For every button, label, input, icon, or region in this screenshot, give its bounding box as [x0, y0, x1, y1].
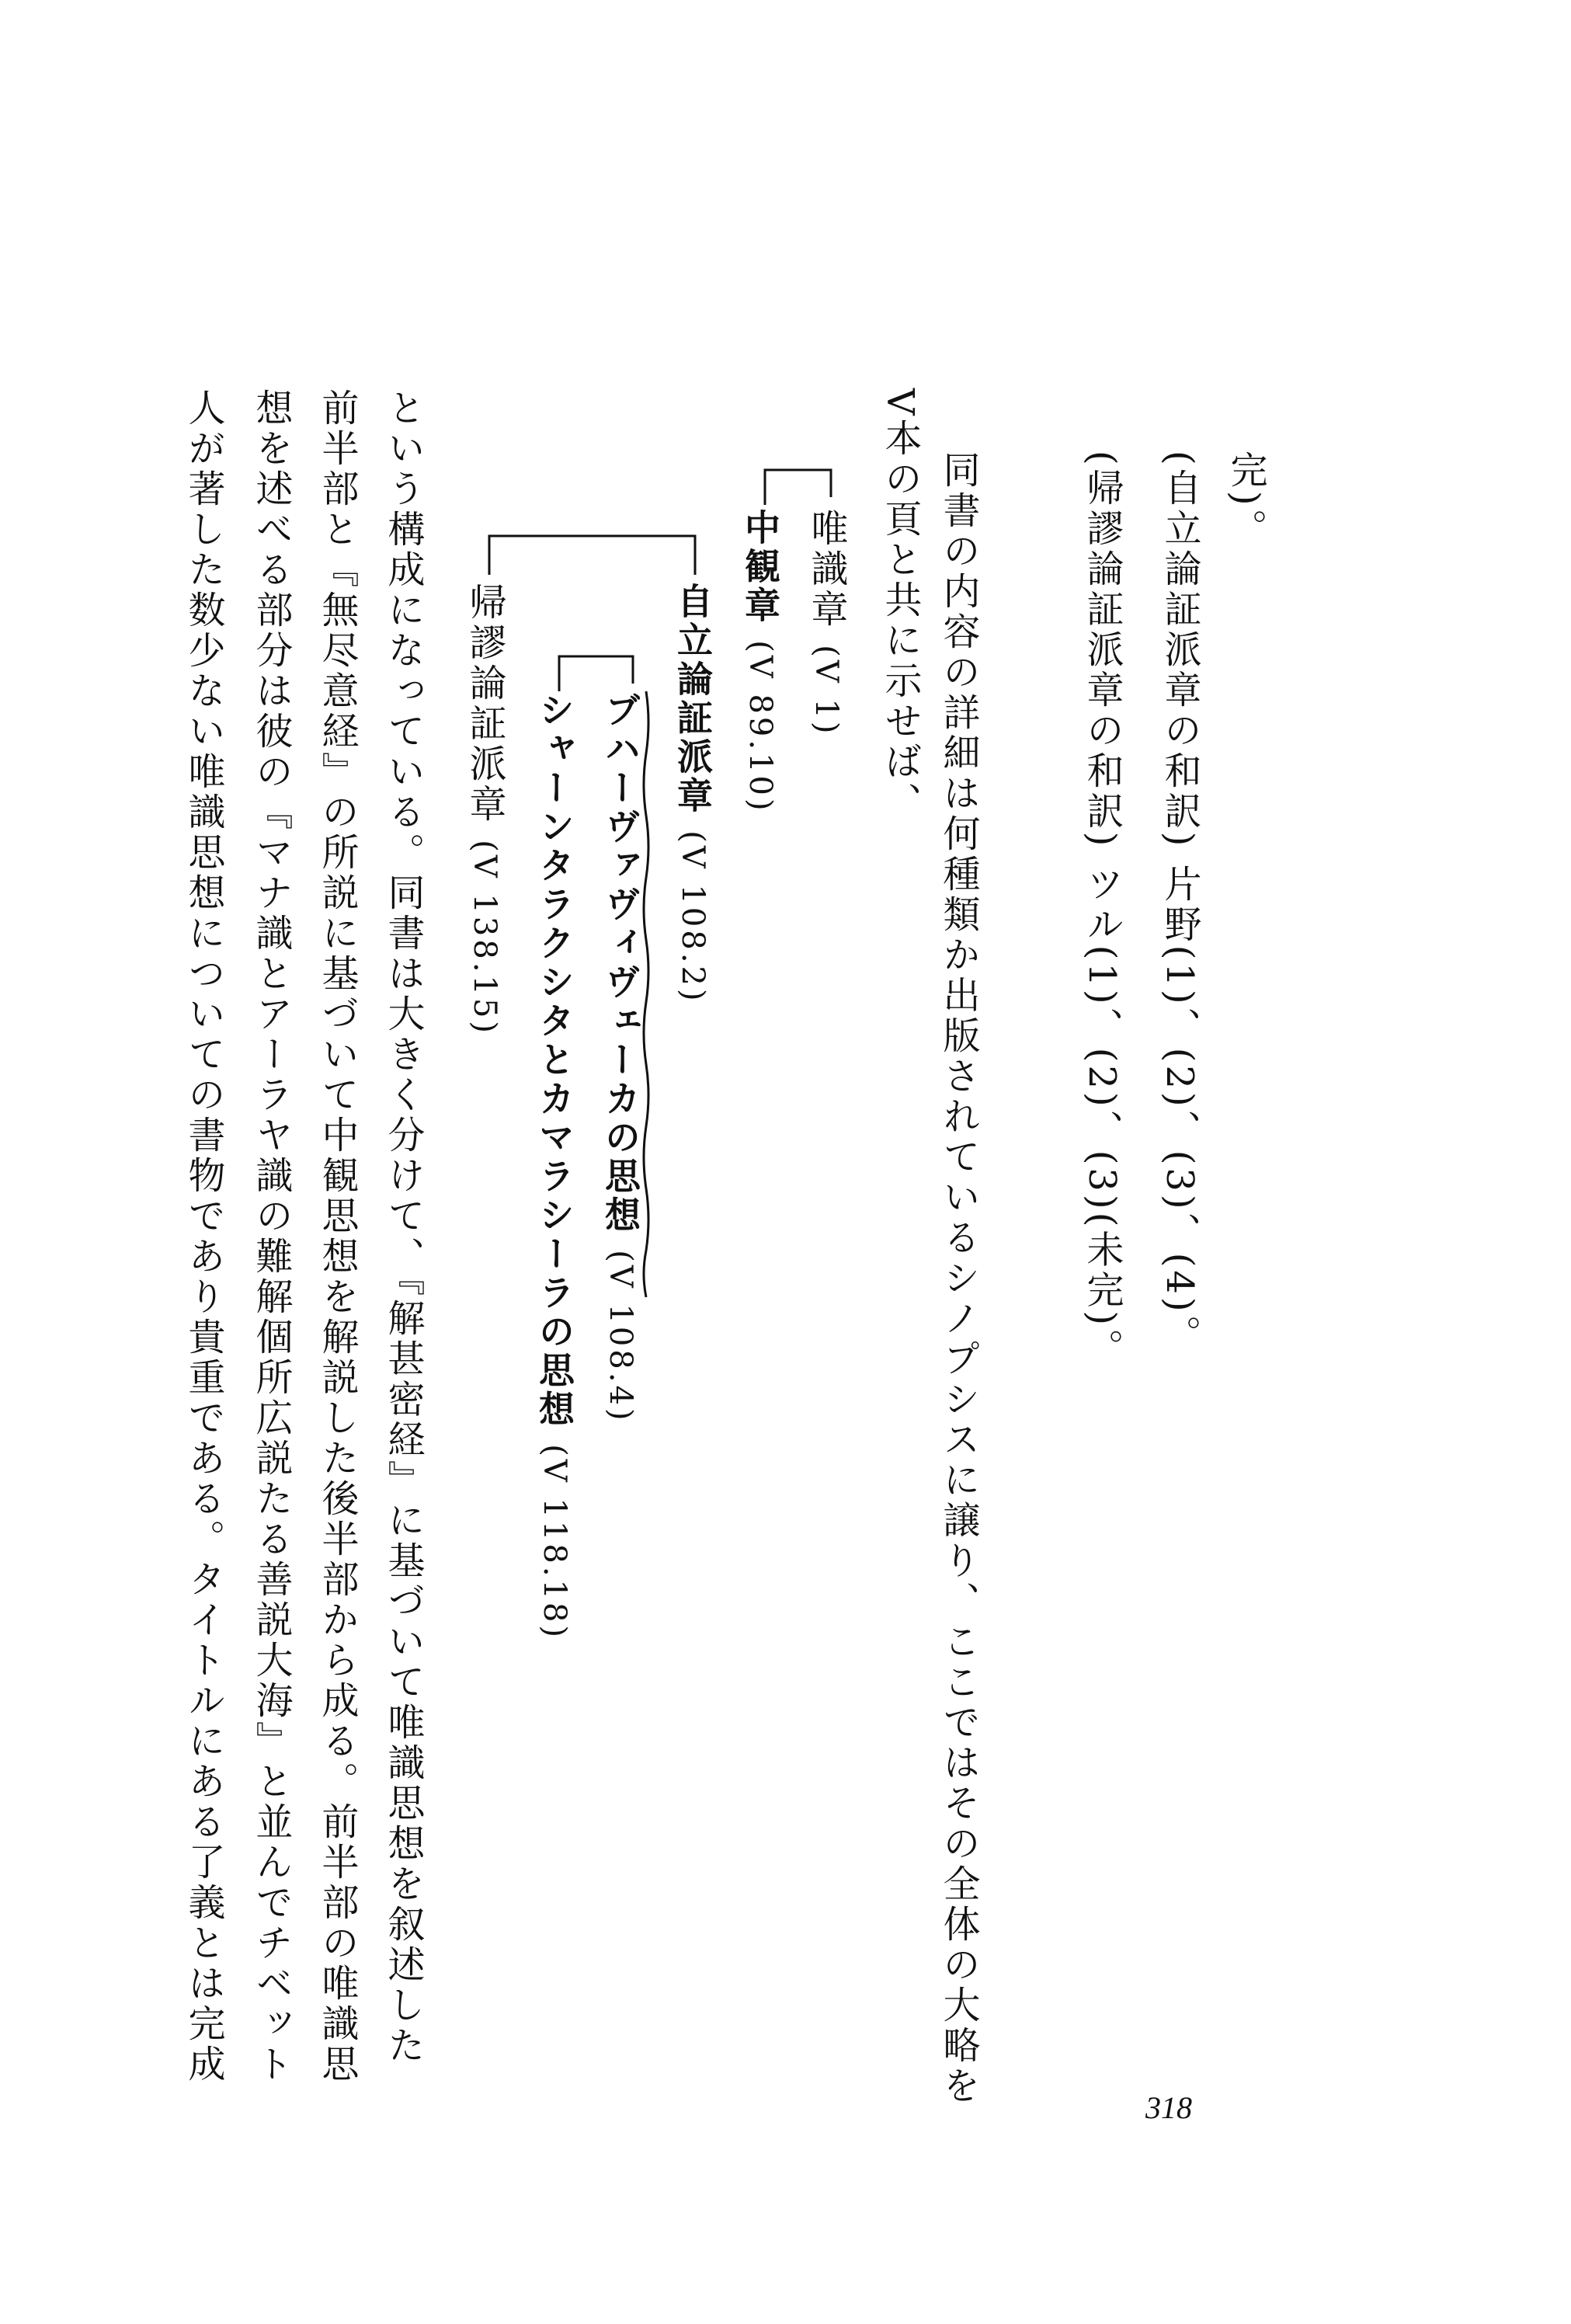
paragraph-line-4: 人が著した数少ない唯識思想についての書物であり貴重である。タイトルにある了義とは完成: [182, 388, 225, 2085]
tree-node-label: 帰謬論証派章: [463, 583, 506, 825]
tree-node-label: ブハーヴァヴィヴェーカの思想: [600, 691, 641, 1235]
text-line-3: (帰謬論証派章の和訳) ツル(1)、(2)、(3)(未完)。: [1080, 451, 1124, 1369]
tree-node-label: シャーンタラクシタとカマラシーラの思想: [534, 691, 575, 1429]
tree-node-ref: (V 138.15): [467, 840, 502, 1037]
tree-node-yuishiki: [805, 509, 848, 737]
tree-node-ref: (V 108.2): [675, 830, 711, 1004]
tree-node-jiritsu: [672, 583, 714, 1004]
text-line-4: 同書の内容の詳細は何種類か出版されているシノプシスに譲り、ここではその全体の大略を: [937, 451, 980, 2107]
paragraph-line-2: 前半部と『無尽意経』の所説に基づいて中観思想を解説した後半部から成る。前半部の唯識思: [315, 388, 359, 2085]
paragraph-line-1: という構成になっている。同書は大きく分けて、『解甚密経』に基づいて唯識思想を叙述した: [381, 388, 425, 2066]
tree-node-label: 唯識章: [805, 509, 848, 630]
tree-node-ref: (V 1): [808, 645, 844, 737]
tree-node-kibyu: [463, 583, 506, 1037]
tree-node-chugan: [739, 509, 781, 814]
tree-node-label: 中観章: [739, 509, 781, 625]
tree-node-ref: (V 108.4): [603, 1250, 638, 1424]
text-line-2: (自立論証派章の和訳) 片野(1)、(2)、(3)、(4)。: [1158, 451, 1201, 1355]
page-number: 318: [1145, 2090, 1192, 2125]
tree-node-label: 自立論証派章: [672, 583, 714, 816]
tree-node-bhavaviveka: [602, 691, 639, 1424]
tree-node-ref: (V 118.18): [537, 1444, 572, 1641]
text-line-1: 完)。: [1224, 451, 1267, 549]
tree-node-shantarakshita: [536, 691, 573, 1640]
tree-node-ref: (V 89.10): [742, 640, 778, 814]
paragraph-line-3: 想を述べる部分は彼の『マナ識とアーラヤ識の難解個所広説たる善説大海』と並んでチベット: [249, 388, 293, 2085]
text-line-5: V本の頁と共に示せば、: [878, 388, 922, 823]
